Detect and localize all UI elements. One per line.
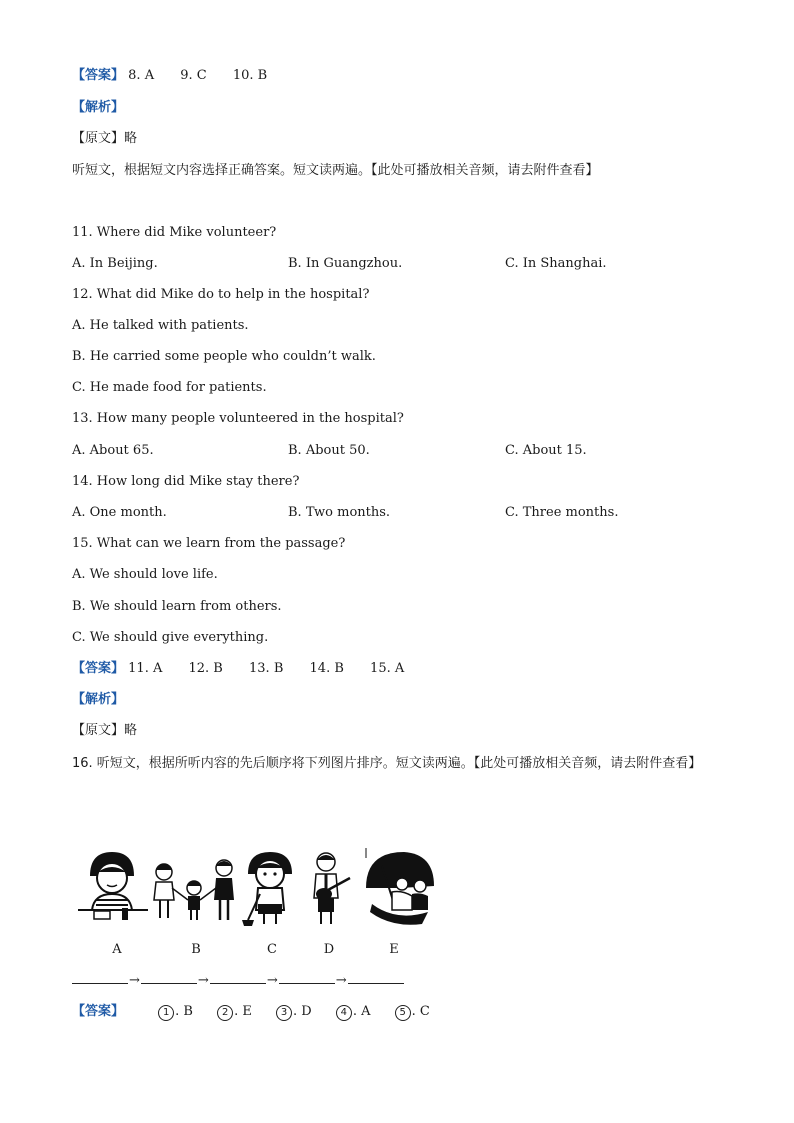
option-b: B. In Guangzhou. (288, 256, 403, 271)
sequence-item (158, 1003, 193, 1021)
picture-label: E (389, 942, 399, 957)
original-tag: 【原文】 (72, 723, 125, 738)
sequence-value: . C (411, 1004, 430, 1019)
answer-item: 13. B (249, 661, 284, 676)
analysis-tag: 【解析】 (72, 100, 125, 115)
answer-item: 12. B (188, 661, 223, 676)
answer-tag: 【答案】 (72, 1004, 125, 1019)
picture-b (150, 848, 238, 924)
arrow-icon: → (335, 973, 347, 988)
circled-number: 1 (158, 1005, 174, 1021)
circled-number: 2 (217, 1005, 233, 1021)
option-c: C. About 15. (505, 443, 587, 458)
question-stem: 13. How many people volunteered in the hospital? (72, 411, 404, 426)
listening-instruction: 听短文，根据短文内容选择正确答案。短文读两遍。【此处可播放相关音频，请去附件查看】 (72, 163, 599, 178)
answer-item: 9. C (180, 68, 207, 83)
answer-tag: 【答案】 (72, 68, 125, 83)
analysis-row-2 (72, 691, 124, 709)
answer-row-3 (72, 1003, 450, 1021)
sequence-value: . E (234, 1004, 252, 1019)
answer-blank[interactable] (348, 973, 404, 984)
answer-item: 15. A (370, 661, 405, 676)
option-b: B. We should learn from others. (72, 599, 282, 614)
question-stem: 15. What can we learn from the passage? (72, 536, 346, 551)
picture-e (356, 848, 436, 928)
option-b: B. He carried some people who couldn’t walk. (72, 349, 376, 364)
answer-item: 10. B (232, 68, 268, 83)
answer-blank[interactable] (210, 973, 266, 984)
sequence-value: . D (293, 1004, 312, 1019)
answer-item: 8. A (128, 68, 155, 83)
original-row-1 (72, 130, 137, 148)
option-c: C. Three months. (505, 505, 619, 520)
picture-a (76, 848, 150, 924)
picture-label: C (267, 942, 277, 957)
sequence-blanks (72, 972, 404, 990)
picture-c (240, 848, 296, 928)
answer-blank[interactable] (279, 973, 335, 984)
question-stem: 11. Where did Mike volunteer? (72, 225, 277, 240)
sequence-item (336, 1003, 371, 1021)
original-text: 略 (124, 723, 138, 738)
circled-number: 3 (276, 1005, 292, 1021)
original-tag: 【原文】 (72, 131, 125, 146)
circled-number: 5 (395, 1005, 411, 1021)
option-c: C. We should give everything. (72, 630, 269, 645)
question-stem: 14. How long did Mike stay there? (72, 474, 300, 489)
option-a: A. We should love life. (72, 567, 218, 582)
arrow-icon: → (129, 973, 140, 988)
picture-ordering-instruction: 16. 听短文，根据所听内容的先后顺序将下列图片排序。短文读两遍。【此处可播放相关音频，请去附件查看】 (72, 756, 702, 771)
option-a: A. He talked with patients. (72, 318, 249, 333)
answer-row-1 (72, 67, 289, 85)
sequence-item (276, 1003, 312, 1021)
option-a: A. About 65. (72, 443, 154, 458)
sequence-item (217, 1003, 252, 1021)
question-stem: 12. What did Mike do to help in the hospital? (72, 287, 370, 302)
answer-item: 11. A (128, 661, 163, 676)
answer-row-2 (72, 660, 426, 678)
circled-number: 4 (336, 1005, 352, 1021)
answer-blank[interactable] (72, 973, 128, 984)
original-text: 略 (124, 131, 138, 146)
sequence-item (395, 1003, 430, 1021)
picture-label: B (191, 942, 201, 957)
arrow-icon: → (266, 973, 278, 988)
original-row-2 (72, 722, 137, 740)
picture-label: D (323, 942, 335, 957)
sequence-value: . B (175, 1004, 193, 1019)
answer-tag: 【答案】 (72, 661, 125, 676)
option-c: C. In Shanghai. (505, 256, 607, 271)
option-a: A. One month. (72, 505, 167, 520)
option-b: B. Two months. (288, 505, 391, 520)
option-b: B. About 50. (288, 443, 370, 458)
option-a: A. In Beijing. (72, 256, 158, 271)
option-c: C. He made food for patients. (72, 380, 267, 395)
sequence-value: . A (352, 1004, 371, 1019)
analysis-tag: 【解析】 (72, 692, 125, 707)
picture-label: A (112, 942, 122, 957)
analysis-row-1 (72, 99, 124, 117)
answer-blank[interactable] (141, 973, 197, 984)
arrow-icon: → (197, 973, 209, 988)
answer-item: 14. B (309, 661, 344, 676)
picture-d (306, 848, 354, 928)
